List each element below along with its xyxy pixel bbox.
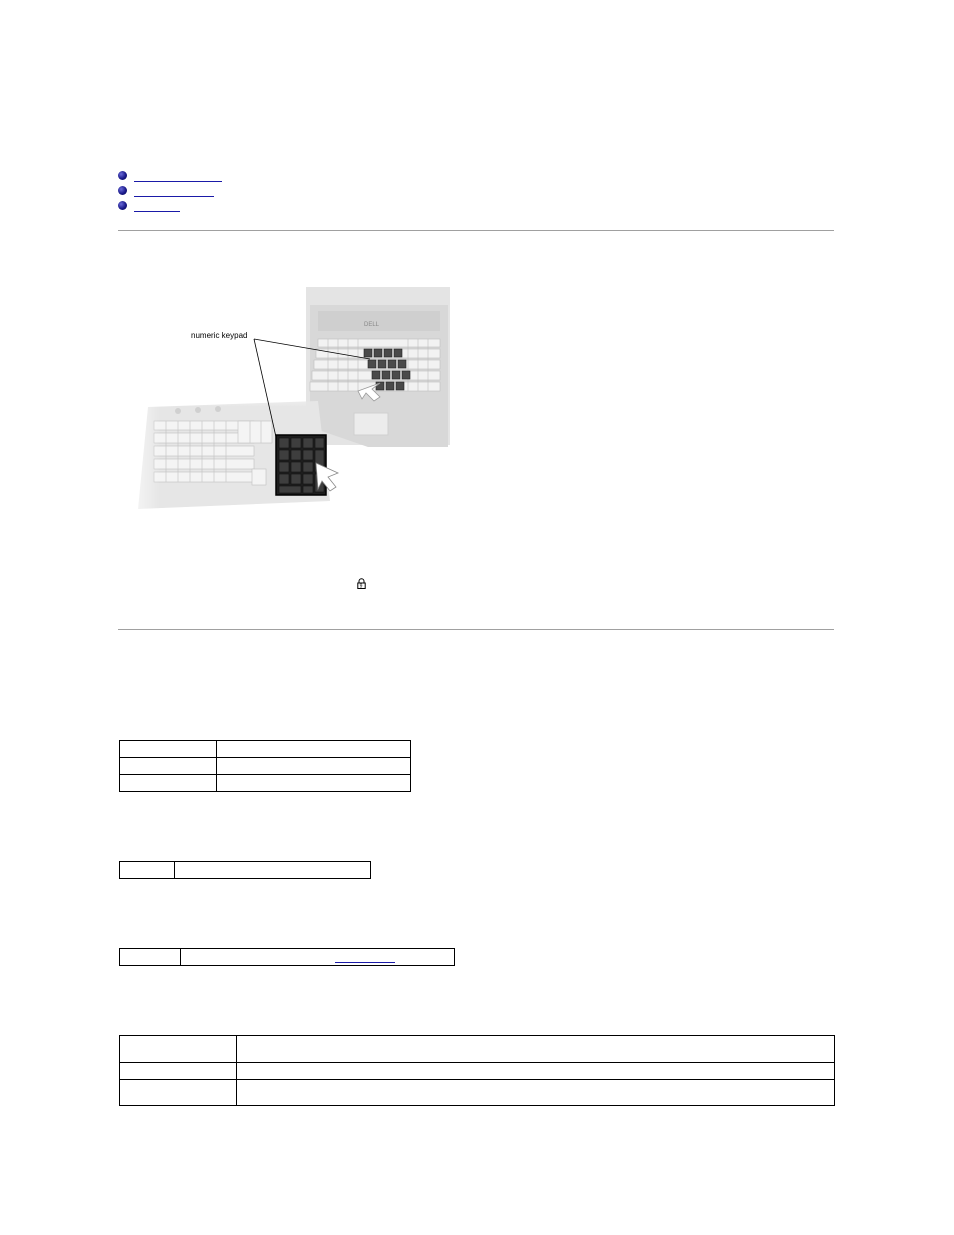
section-divider <box>118 230 834 231</box>
table-cell <box>217 758 411 775</box>
table-row <box>120 1063 835 1080</box>
table-row <box>120 949 455 966</box>
table-cell <box>120 741 217 758</box>
table-cell <box>217 741 411 758</box>
table-row <box>120 758 411 775</box>
table-cell <box>120 1036 237 1063</box>
numeric-keypad-illustration <box>118 287 450 515</box>
table-cell <box>120 1080 237 1106</box>
key-table-3 <box>119 948 455 966</box>
table-cell <box>120 1063 237 1080</box>
table-cell <box>120 775 217 792</box>
key-table-1 <box>119 740 411 792</box>
bullet-icon <box>118 201 127 210</box>
laptop-drawing <box>306 287 450 447</box>
table-link[interactable] <box>335 952 395 963</box>
toc-link-2[interactable] <box>134 185 214 197</box>
table-cell <box>217 775 411 792</box>
toc-link-3[interactable] <box>134 200 180 212</box>
toc-item <box>118 183 418 198</box>
toc-item <box>118 168 418 183</box>
table-cell <box>120 862 175 879</box>
toc-item <box>118 198 418 213</box>
number-lock-icon <box>357 578 366 589</box>
bullet-icon <box>118 171 127 180</box>
toc-link-1[interactable] <box>134 170 222 182</box>
callout-label: numeric keypad <box>191 331 248 340</box>
table-row <box>120 1036 835 1063</box>
table-row <box>120 862 371 879</box>
table-cell <box>181 949 455 966</box>
bullet-icon <box>118 186 127 195</box>
table-row <box>120 775 411 792</box>
table-cell <box>237 1036 835 1063</box>
table-cell <box>237 1080 835 1106</box>
section-divider <box>118 629 834 630</box>
key-table-4 <box>119 1035 835 1106</box>
toc-list <box>118 168 418 213</box>
table-cell <box>175 862 371 879</box>
table-row <box>120 1080 835 1106</box>
svg-text:9: 9 <box>359 583 363 589</box>
svg-text:DELL: DELL <box>364 322 380 328</box>
key-table-2 <box>119 861 371 879</box>
table-row <box>120 741 411 758</box>
table-cell <box>237 1063 835 1080</box>
table-cell <box>120 758 217 775</box>
table-cell <box>120 949 181 966</box>
